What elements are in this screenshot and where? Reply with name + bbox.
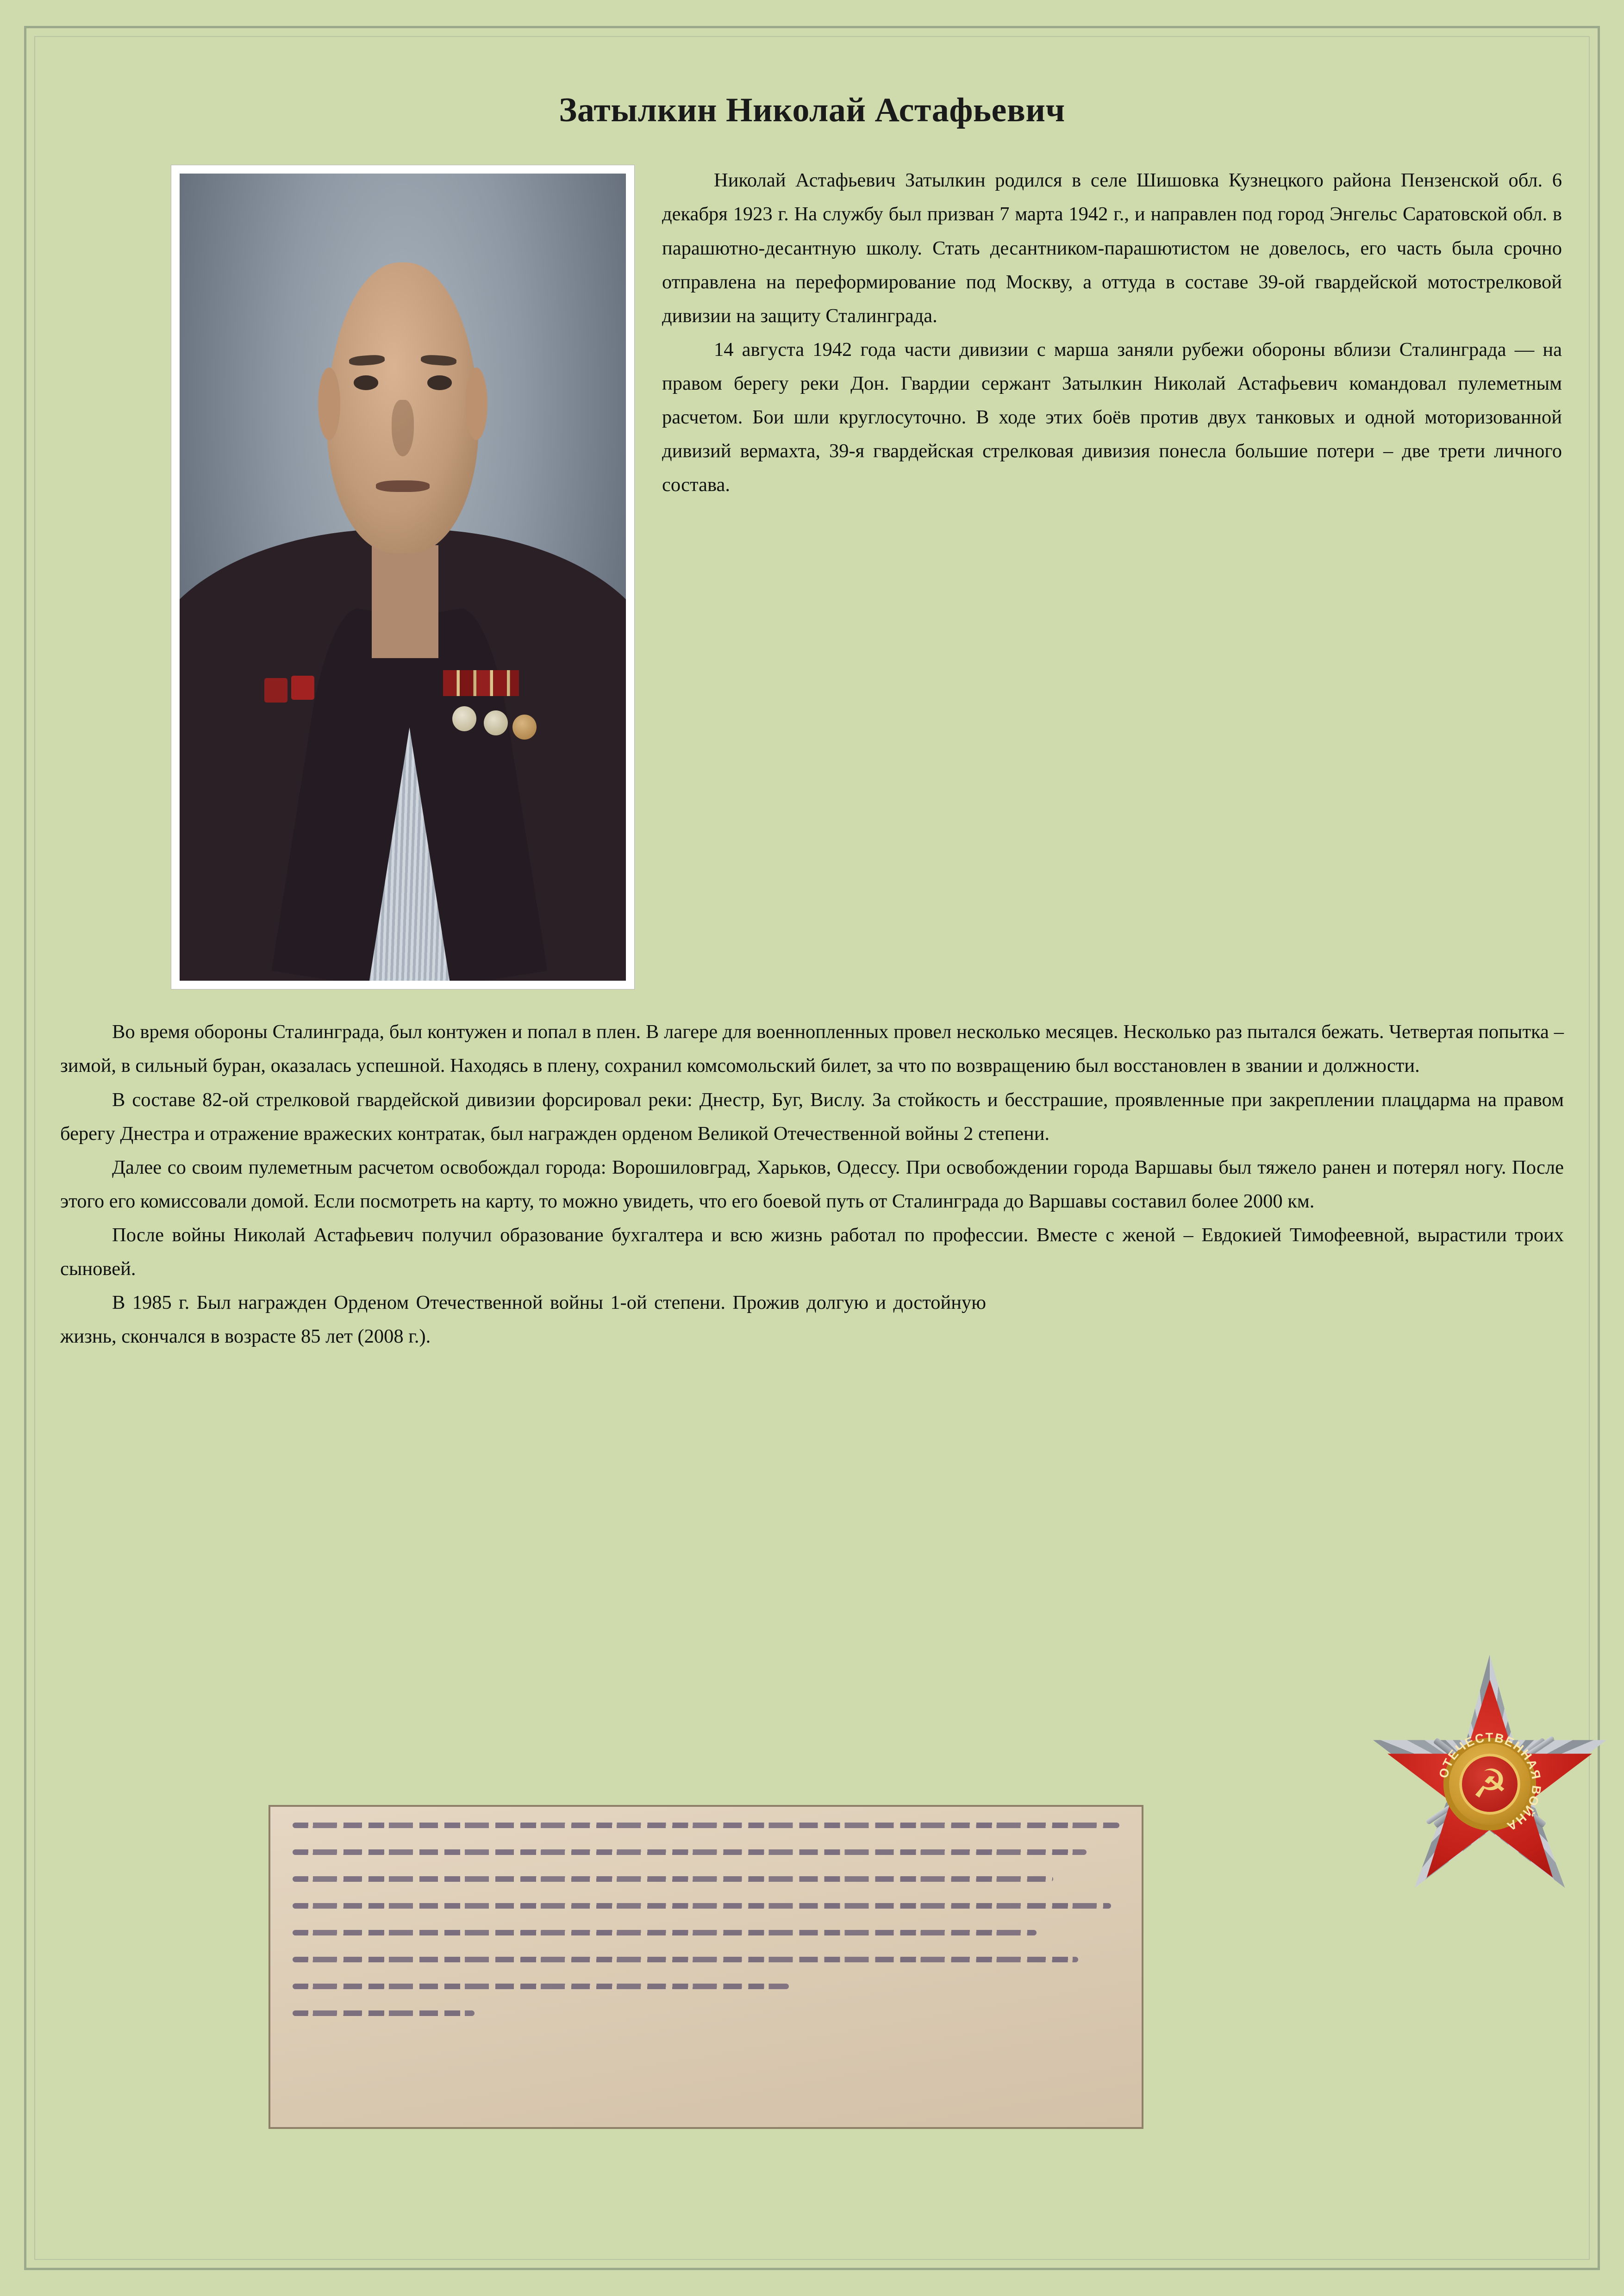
veteran-portrait — [171, 165, 634, 989]
portrait-eye-right — [427, 375, 452, 390]
handwriting-line — [293, 1984, 789, 1989]
portrait-medal-3 — [512, 715, 537, 740]
portrait-ear-left — [318, 367, 340, 440]
paragraph: После войны Николай Астафьевич получил образование бухгалтера и всю жизнь работал по профессии. Вместе с женой – Евдокией Тимофеевной, вырастили троих сыновей. — [60, 1224, 1564, 1280]
body-text-block — [60, 1001, 1564, 1353]
intro-text-column — [662, 163, 1564, 502]
paragraph: В 1985 г. Был награжден Орденом Отечественной войны 1-ой степени. Прожив долгую и достойную жизнь, скончался в возрасте 85 лет (2008 г.). — [60, 1292, 986, 1348]
handwriting-line — [293, 1903, 1111, 1909]
paragraph: Во время обороны Сталинграда, был контужен и попал в плен. В лагере для военнопленных провел несколько месяцев. Несколько раз пытался бежать. Четвертая попытка – зимой, в сильный буран, оказалась успешной. Находясь в плену, сохранил комсомольский билет, за что по возвращению был восстановлен в звании и должности. — [60, 1021, 1564, 1077]
paragraph: Далее со своим пулеметным расчетом освобождал города: Ворошиловград, Харьков, Одессу. При освобождении города Варшавы был тяжело ранен и потерял ногу. После этого его комиссовали домой. Если посмотреть на карту, то можно увидеть, что его боевой путь от Сталинграда до Варшавы составил более 2000 км. — [60, 1156, 1564, 1212]
portrait-order-badge-left — [264, 678, 287, 702]
handwriting-line — [293, 1876, 1053, 1882]
handwriting-line — [293, 2010, 475, 2016]
paragraph: Николай Астафьевич Затылкин родился в селе Шишовка Кузнецкого района Пензенской обл. 6 декабря 1923 г. На службу был призван 7 марта 1942 г., и направлен под город Энгельс Саратовской обл. в парашютно-десантную школу. Стать десантником-парашютистом не довелось, его часть была срочно отправлена на переформирование под Москву, а оттуда в составе 39-ой гвардейской мотострелковой дивизии на защиту Сталинграда. — [662, 169, 1562, 327]
handwriting-line — [293, 1823, 1119, 1828]
portrait-ear-right — [465, 367, 487, 440]
portrait-eye-left — [354, 375, 378, 390]
portrait-medal-2 — [484, 710, 508, 735]
portrait-neck — [372, 545, 439, 658]
portrait-nose — [392, 400, 414, 456]
portrait-mouth — [376, 480, 430, 492]
intro-block — [60, 163, 1564, 1001]
portrait-order-badge-right — [291, 676, 314, 700]
portrait-image — [180, 174, 626, 981]
paragraph: В составе 82-ой стрелковой гвардейской дивизии форсировал реки: Днестр, Буг, Вислу. За стойкость и бесстрашие, проявленные при закреплении плацдарма на правом берегу Днестра и отражение вражеских контратак, был награжден орденом Великой Отечественной войны 2 степени. — [60, 1089, 1564, 1145]
handwriting-line — [293, 1930, 1037, 1935]
paragraph: 14 августа 1942 года части дивизии с марша заняли рубежи обороны вблизи Сталинграда — на правом берегу реки Дон. Гвардии сержант Затылкин Николай Астафьевич командовал пулеметным расчетом. Бои шли круглосуточно. В ходе этих боёв против двух танковых и одной моторизованной дивизий вермахта, 39-я гвардейская стрелковая дивизия понесла большие потери – две трети личного состава. — [662, 338, 1562, 496]
order-of-patriotic-war-icon — [1346, 1641, 1624, 1928]
hammer-and-sickle-icon: ☭ — [1472, 1762, 1508, 1806]
order-ring-label: ОТЕЧЕСТВЕННАЯ ВОЙНА — [1436, 1730, 1544, 1834]
handwritten-award-sheet — [269, 1805, 1143, 2129]
handwriting-line — [293, 1957, 1078, 1962]
page-title: Затылкин Николай Астафьевич — [559, 91, 1065, 129]
handwriting-line — [293, 1849, 1087, 1855]
portrait-medal-ribbons — [443, 670, 519, 696]
